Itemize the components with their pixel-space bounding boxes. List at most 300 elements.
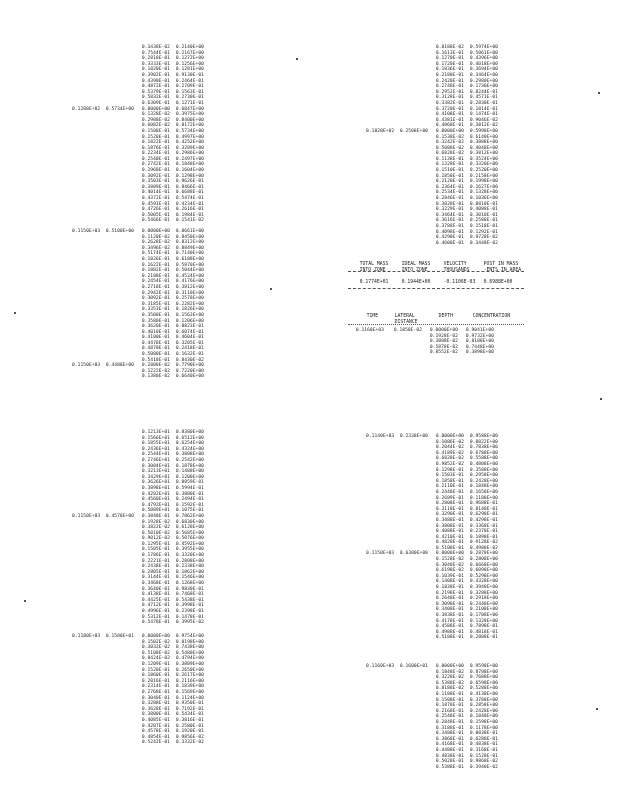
table-cell: 0.4234E-01 [175, 201, 204, 207]
table-cell: 0.2378E-01 [469, 529, 498, 535]
table-cell: 0.9041E+00 [465, 328, 494, 333]
table-cell: 0.4324E+00 [175, 446, 204, 452]
table-cell: 0.1622E-01 [141, 262, 170, 268]
table-cell: 0.3816E-01 [175, 717, 204, 723]
table-cell: 0.1848E-02 [435, 669, 464, 675]
table-cell: 0.2746E+01 [141, 457, 170, 463]
table-cell: 0.4854E-01 [141, 734, 170, 740]
table-cell: 0.3382E-01 [435, 100, 464, 106]
table-cell: 0.1086E-02 [435, 439, 464, 445]
table-cell: 0.3438E-02 [141, 45, 170, 50]
table-cell: 0.1538E-02 [435, 134, 464, 140]
table-cell: 0.2980E+00 [469, 78, 498, 84]
table-cell: 0.1898E-01 [469, 534, 498, 540]
table-cell: 0.5088E-02 [435, 145, 464, 151]
table-cell: 0.5388E-01 [435, 764, 464, 770]
table-cell: 0.1860E-01 [141, 673, 170, 679]
table-cell: 0.2428E+00 [469, 478, 498, 484]
table-cell: 0.4178E-01 [435, 618, 464, 624]
table-cell: 0.1786E-01 [141, 553, 170, 559]
table-cell: 0.3468E-01 [141, 581, 170, 587]
data-table-right-section [344, 328, 494, 356]
table-cell: 0.4085E-01 [141, 717, 170, 723]
table-cell: 0.4868E-01 [435, 123, 464, 129]
table-cell: 0.2108E+00 [469, 607, 498, 613]
table-cell: 0.4372E-01 [141, 196, 170, 202]
table-cell: 0.3368E-01 [469, 523, 498, 529]
scan-speck [24, 600, 26, 602]
scan-speck [14, 312, 16, 314]
table-cell: 0.5878E-02 [429, 344, 458, 350]
table-cell: 0.2282E+00 [175, 301, 204, 307]
table-cell: 0.3808E+00 [175, 452, 204, 458]
table-cell: 0.4818E-01 [469, 629, 498, 635]
table-cell: 0.1288E+02 0.5734E+00 [72, 106, 134, 112]
table-cell: 0.5312E-01 [141, 614, 170, 620]
table-cell: 0.9868E-02 [469, 759, 498, 765]
table-cell: 0.1292E-01 [469, 229, 498, 235]
table-cell: 0.5480E+00 [175, 650, 204, 656]
summary-header-post-mass: POST IN MASS [483, 262, 519, 267]
table-cell: 0.1822E-01 [141, 140, 170, 146]
table-cell: 0.3448E-02 [469, 240, 498, 246]
table-cell: 0.8198E+00 [175, 639, 204, 645]
table-cell: 0.3110E+00 [175, 290, 204, 296]
table-cell: 0.6298E-01 [469, 512, 498, 518]
table-cell: 0.3488E-01 [435, 517, 464, 523]
table-cell: 0.6288E-01 [469, 736, 498, 742]
table-cell: 0.3429E+01 [141, 474, 170, 480]
table-cell: 0.9830E-01 [175, 586, 204, 592]
table-cell: 0.1518E-01 [469, 224, 498, 229]
table-cell: 0.1848E+00 [469, 484, 498, 490]
table-cell: 0.2588E-01 [469, 218, 498, 224]
table-cell: 0.1598E+00 [469, 719, 498, 725]
table-cell: 0.4588E-01 [435, 624, 464, 630]
table-cell: 0.1528E-01 [469, 753, 498, 759]
table-cell: 0.8380E+00 [175, 430, 204, 435]
table-cell: 0.1920E-01 [175, 729, 204, 735]
table-cell: 0.3902E-01 [141, 72, 170, 78]
table-cell: 0.2986E+00 [175, 151, 204, 157]
table-cell: 0.9728E-02 [469, 235, 498, 241]
table-cell: 0.3503E-01 [141, 179, 170, 185]
table-cell: 0.4010E-01 [141, 329, 170, 335]
table-cell: 0.1862E+00 [175, 569, 204, 575]
table-cell: 0.4425E-01 [141, 597, 170, 603]
table-cell: 0.1380E-02 [141, 374, 170, 380]
table-cell: 0.4168E-01 [435, 742, 464, 748]
table-cell: 0.4488E-01 [435, 747, 464, 753]
table-cell: 0.4997E+00 [175, 134, 204, 140]
table-cell: 0.5832E-01 [141, 95, 170, 101]
table-cell: 0.4996E-01 [141, 609, 170, 614]
table-cell: 0.8661E+00 [175, 229, 204, 234]
table-cell: 0.1814E-01 [469, 106, 498, 112]
table-cell: 0.1160E+03 [355, 328, 384, 333]
table-cell: 0.3128E-01 [435, 95, 464, 101]
table-cell: 0.2952E-01 [435, 89, 464, 95]
table-cell: 0.0000E+00 [435, 128, 464, 134]
table-cell: 0.4252E+00 [175, 140, 204, 146]
scan-speck [600, 398, 602, 400]
table-cell: 0.3788E-01 [435, 224, 464, 229]
table-cell: 0.1838E-01 [435, 585, 464, 591]
table-cell: 0.7192E-01 [175, 706, 204, 712]
table-cell: 0.3032E-02 [141, 645, 170, 651]
section-header-concentration: CONCENTRATION [472, 314, 511, 319]
table-cell: 0.3948E+00 [469, 585, 498, 591]
table-cell: 0.2234E-01 [141, 151, 170, 157]
table-cell: 0.1850E-02 [393, 328, 422, 333]
table-cell: 0.2140E+00 [175, 45, 204, 50]
table-cell: 0.2808E+00 [175, 558, 204, 564]
table-cell: 0.0000E+00 [141, 106, 170, 112]
table-cell: 0.4838E-01 [469, 742, 498, 748]
table-cell: 0.3144E-01 [141, 575, 170, 581]
table-cell: 0.4604E-01 [175, 335, 204, 341]
table-cell: 0.3229E-01 [435, 207, 464, 213]
table-cell: 0.1188E+00 [469, 495, 498, 501]
table-cell: 0.1508E-01 [435, 697, 464, 703]
table-cell: 0.3320E+00 [469, 162, 498, 168]
table-cell: 0.3004E+01 [141, 463, 170, 469]
scan-speck [270, 288, 272, 290]
table-cell: 0.1180E+03 0.1580E+01 [72, 634, 134, 639]
table-cell: 0.1878E-01 [435, 703, 464, 709]
table-cell: 0.2158E+00 [469, 173, 498, 179]
scan-speck [598, 92, 600, 94]
table-cell: 0.2448E+00 [469, 601, 498, 607]
table-cell: 0.4138E+00 [469, 691, 498, 697]
table-cell: 0.2497E+00 [175, 156, 204, 162]
table-cell: 0.1150E+03 0.5100E+00 [72, 229, 134, 234]
table-cell: 0.4726E-01 [141, 207, 170, 213]
table-row [42, 374, 204, 380]
table-cell: 0.9046E-02 [469, 117, 498, 123]
table-cell: 0.1508E-01 [141, 128, 170, 134]
table-cell: 0.3353E-01 [141, 307, 170, 313]
table-cell: 0.3898E+00 [465, 350, 494, 356]
table-cell: 0.3288E-01 [141, 701, 170, 707]
table-cell: 0.1120E-02 [141, 234, 170, 240]
table-cell: 0.1213E+01 [141, 430, 170, 435]
table-cell: 0.1206E+00 [175, 318, 204, 324]
section-header-time: TIME [366, 314, 379, 319]
table-cell: 0.3496E-02 [141, 245, 170, 251]
table-cell: 0.0000E+00 [435, 551, 464, 557]
table-cell: 0.3640E-01 [141, 586, 170, 592]
table-cell: 0.1178E+00 [469, 725, 498, 731]
table-cell: 0.1150E+03 0.4488E+00 [72, 363, 134, 369]
table-cell: 0.1528E-02 [435, 557, 464, 563]
table-cell: 0.5298E+00 [469, 573, 498, 579]
table-cell: 0.1150E+03 0.4578E+00 [72, 513, 134, 519]
data-table-left-middle [42, 229, 204, 380]
table-cell: 0.3812E+00 [175, 284, 204, 290]
table-cell: 0.3626E+01 [141, 480, 170, 486]
table-cell: 0.2988E-02 [141, 117, 170, 123]
table-cell: 0.2520E+00 [469, 168, 498, 174]
table-cell: 0.6128E+00 [175, 525, 204, 531]
table-cell: 0.1563E-01 [175, 89, 204, 95]
table-cell: 0.1222E-02 [141, 368, 170, 374]
table-cell: 0.4390E-01 [141, 78, 170, 84]
table-cell: 0.1839E+00 [175, 684, 204, 690]
table-cell: 0.5388E-02 [435, 680, 464, 686]
table-cell: 0.4100E-01 [141, 335, 170, 341]
table-cell: 0.4578E-01 [141, 729, 170, 735]
summary-value-total-mass: 0.1774E+01 [359, 280, 389, 285]
table-cell: 0.4808E+00 [469, 461, 498, 467]
table-cell: 0.1256E+00 [175, 61, 204, 67]
table-cell: 0.3213E+01 [141, 469, 170, 475]
table-cell: 0.2800E-02 [141, 363, 170, 369]
table-cell: 0.7544E-01 [141, 50, 170, 56]
table-cell: 0.3524E+00 [469, 156, 498, 162]
table-row [42, 218, 204, 224]
table-cell: 0.1039E-01 [435, 573, 464, 579]
table-cell: 0.5466E-01 [141, 218, 170, 224]
table-cell: 0.3694E+00 [469, 67, 498, 73]
table-cell: 0.8188E+00 [465, 339, 494, 345]
table-cell: 0.3098E-01 [435, 601, 464, 607]
table-cell: 0.6598E+00 [469, 680, 498, 686]
table-cell: 0.2188E-01 [141, 273, 170, 279]
table-cell: 0.3995E-02 [175, 620, 204, 626]
table-cell: 0.2742E-01 [141, 162, 170, 168]
table-cell: 0.7688E+00 [469, 675, 498, 681]
table-cell: 0.3580E-01 [141, 318, 170, 324]
table-cell: 0.3408E-01 [435, 607, 464, 613]
table-cell: 0.3290E-01 [435, 512, 464, 518]
table-cell: 0.4048E+00 [469, 145, 498, 151]
table-cell: 0.8148E-01 [469, 506, 498, 512]
table-cell: 0.1160E+03 0.1600E+01 [366, 664, 428, 669]
table-cell: 0.3616E-01 [435, 218, 464, 224]
table-cell: 0.2314E-01 [141, 684, 170, 690]
summary-divider [348, 288, 524, 289]
table-cell: 0.4396E+00 [469, 56, 498, 62]
table-cell: 0.2198E-01 [435, 590, 464, 596]
table-cell: 0.7468E-01 [175, 592, 204, 598]
table-cell: 0.2436E+01 [141, 446, 170, 452]
table-cell: 0.1328E-01 [435, 162, 464, 168]
table-cell: 0.1569E+00 [175, 689, 204, 695]
table-cell: 0.2180E-01 [435, 72, 464, 78]
table-cell: 0.1036E+00 [469, 196, 498, 202]
table-cell: 0.2044E-02 [435, 445, 464, 451]
data-table-right-top [336, 45, 498, 246]
table-cell: 0.2808E-01 [469, 635, 498, 641]
table-cell: 0.1848E+00 [175, 162, 204, 168]
table-cell: 0.2548E-01 [435, 714, 464, 720]
table-cell: 0.6254E+00 [175, 441, 204, 447]
table-cell: 0.3488E-01 [435, 731, 464, 737]
table-cell: 0.2110E-01 [435, 484, 464, 490]
table-cell: 0.2689E-01 [435, 495, 464, 501]
table-cell: 0.9754E+00 [175, 634, 204, 639]
table-cell: 0.5108E-02 [141, 650, 170, 656]
table-cell: 0.1836E-01 [435, 67, 464, 73]
table-cell: 0.6140E+00 [469, 134, 498, 140]
table-cell: 0.4560E+01 [141, 497, 170, 503]
table-cell: 0.3288E+00 [469, 590, 498, 596]
table-cell: 0.2830E-01 [469, 100, 498, 106]
table-cell: 0.2942E-01 [141, 290, 170, 296]
table-cell: 0.3888E+00 [469, 140, 498, 146]
summary-header-total-mass: TOTAL MASS [359, 262, 389, 267]
table-cell: 0.3464E+00 [469, 72, 498, 78]
table-cell: 0.1328E-02 [141, 112, 170, 118]
table-cell: 0.4828E-01 [435, 540, 464, 546]
table-cell: 0.3028E-01 [435, 201, 464, 207]
table-cell: 0.9626E-01 [175, 179, 204, 185]
table-cell: 0.1984E-01 [175, 212, 204, 218]
table-cell: 0.1928E-02 [141, 519, 170, 525]
table-cell: 0.4870E-01 [141, 346, 170, 352]
table-cell: 0.2648E-01 [435, 596, 464, 602]
table-cell: 0.5089E+01 [141, 508, 170, 514]
table-cell: 0.4138E-01 [141, 592, 170, 598]
table-cell: 0.1502E-02 [141, 639, 170, 645]
table-cell: 0.3812E-02 [469, 123, 498, 129]
table-cell: 0.1627E+00 [469, 184, 498, 190]
table-cell: 0.2454E-01 [141, 279, 170, 285]
table-cell: 0.1478E-01 [175, 614, 204, 620]
table-cell: 0.1281E+00 [175, 67, 204, 73]
table-cell: 0.1730E+00 [469, 84, 498, 90]
table-cell: 0.2580E-01 [175, 723, 204, 729]
table-cell: 0.8823E-01 [175, 324, 204, 330]
table-cell: 0.8188E-02 [435, 686, 464, 692]
table-cell: 0.3809E-01 [141, 184, 170, 190]
table-cell: 0.4018E+00 [469, 61, 498, 67]
summary-underline [348, 271, 524, 272]
table-cell: 0.1848E+00 [469, 714, 498, 720]
table-cell: 0.5998E+00 [469, 128, 498, 134]
table-cell: 0.4088E-01 [469, 207, 498, 213]
table-cell: 0.4524E+00 [175, 273, 204, 279]
table-row [336, 765, 498, 771]
data-table-right-bottom [336, 664, 498, 770]
table-cell: 0.4712E-01 [141, 603, 170, 609]
table-cell: 0.1138E-01 [435, 156, 464, 162]
table-cell: 0.2878E+00 [469, 551, 498, 557]
table-cell: 0.2398E-01 [175, 609, 204, 614]
table-cell: 0.2918E+00 [469, 596, 498, 602]
table-cell: 0.2808E+00 [469, 557, 498, 563]
table-cell: 0.1271E-01 [175, 100, 204, 106]
table-cell: 0.2448E-01 [435, 489, 464, 495]
table-cell: 0.4792E+01 [141, 502, 170, 508]
data-table-right-lower [336, 434, 498, 641]
table-cell: 0.4478E-01 [141, 340, 170, 346]
table-cell: 0.5242E-01 [141, 740, 170, 746]
table-cell: 0.9856E-02 [175, 734, 204, 740]
table-cell: 0.5434E-01 [175, 712, 204, 718]
table-cell: 0.2858E+00 [469, 703, 498, 709]
table-cell: 0.8849E+00 [175, 245, 204, 251]
table-cell: 0.1566E+01 [141, 435, 170, 441]
table-cell: 0.2438E-01 [141, 564, 170, 570]
table-cell: 0.1658E+00 [469, 489, 498, 495]
table-cell: 0.4838E-01 [435, 753, 464, 759]
table-cell: 0.2534E-01 [435, 190, 464, 196]
table-cell: 0.9732E+00 [465, 333, 494, 339]
table-cell: 0.1209E-01 [141, 661, 170, 667]
table-cell: 0.1328E+00 [469, 618, 498, 624]
table-cell: 0.9350E-01 [175, 701, 204, 707]
table-cell: 0.1858E-01 [435, 478, 464, 484]
table-cell: 0.5478E-01 [141, 620, 170, 626]
table-cell: 0.4298E-01 [469, 517, 498, 523]
table-cell: 0.5994E-01 [175, 485, 204, 491]
table-cell: 0.5028E-01 [435, 759, 464, 765]
table-cell: 0.5174E-01 [141, 251, 170, 257]
table-cell: 0.3242E-02 [435, 140, 464, 146]
table-cell: 0.6788E+00 [469, 450, 498, 456]
table-cell: 0.5188E-01 [435, 635, 464, 641]
table-cell: 0.7838E+00 [469, 445, 498, 451]
table-cell: 0.1505E-01 [141, 547, 170, 553]
summary-value-velocity: -0.1106E-03 [443, 280, 476, 285]
table-cell: 0.3168E-01 [469, 747, 498, 753]
table-cell: 0.5438E-01 [175, 597, 204, 603]
summary-values [348, 274, 544, 292]
table-cell: 0.4794E+00 [175, 656, 204, 662]
table-cell: 0.4088E-01 [435, 529, 464, 535]
table-cell: 0.8552E-02 [429, 350, 458, 356]
table-cell: 0.1855E+01 [141, 441, 170, 447]
table-cell: 0.5288E+00 [469, 686, 498, 692]
table-cell: 0.5588E+00 [469, 456, 498, 462]
summary-subheader-3: THOUSANDS [443, 268, 470, 273]
table-cell: 0.7898E-01 [469, 624, 498, 630]
table-cell: 0.3848E-01 [141, 513, 170, 519]
table-cell: 0.8430E-02 [175, 357, 204, 363]
section-header-depth: DEPTH [438, 314, 454, 319]
summary-value-post-mass: 0.6988E+00 [483, 280, 513, 285]
table-cell: 0.1124E+00 [175, 695, 204, 701]
data-table-left-lower [42, 430, 204, 626]
table-cell: 0.3889E+00 [175, 661, 204, 667]
table-cell: 0.4571E-01 [469, 95, 498, 101]
table-cell: 0.6188E+00 [175, 256, 204, 262]
table-cell: 0.1541E-02 [175, 218, 204, 224]
table-cell: 0.5379E-01 [141, 89, 170, 95]
table-cell: 0.1298E-01 [435, 467, 464, 473]
table-cell: 0.1408E-01 [435, 579, 464, 585]
table-cell: 0.6830E+00 [175, 519, 204, 525]
table-cell: 0.8859E-01 [175, 480, 204, 486]
table-cell: 0.1632E-01 [175, 352, 204, 358]
table-cell: 0.8822E+00 [469, 439, 498, 445]
table-cell: 0.6847E+00 [175, 106, 204, 112]
table-cell: 0.1882E-01 [141, 268, 170, 274]
table-cell: 0.1858E-01 [435, 173, 464, 179]
table-cell: 0.8450E+00 [175, 234, 204, 240]
table-cell: 0.7438E+00 [175, 645, 204, 651]
table-cell: 0.8312E+00 [175, 240, 204, 246]
table-cell: 0.8424E-02 [141, 656, 170, 662]
table-cell: 0.3048E-02 [435, 562, 464, 568]
table-cell: 0.3228E-02 [435, 675, 464, 681]
table-cell: 0.2730E-01 [175, 95, 204, 101]
table-cell: 0.2542E+00 [175, 457, 204, 463]
table-cell: 0.1474E-01 [469, 112, 498, 118]
table-row [344, 350, 494, 356]
